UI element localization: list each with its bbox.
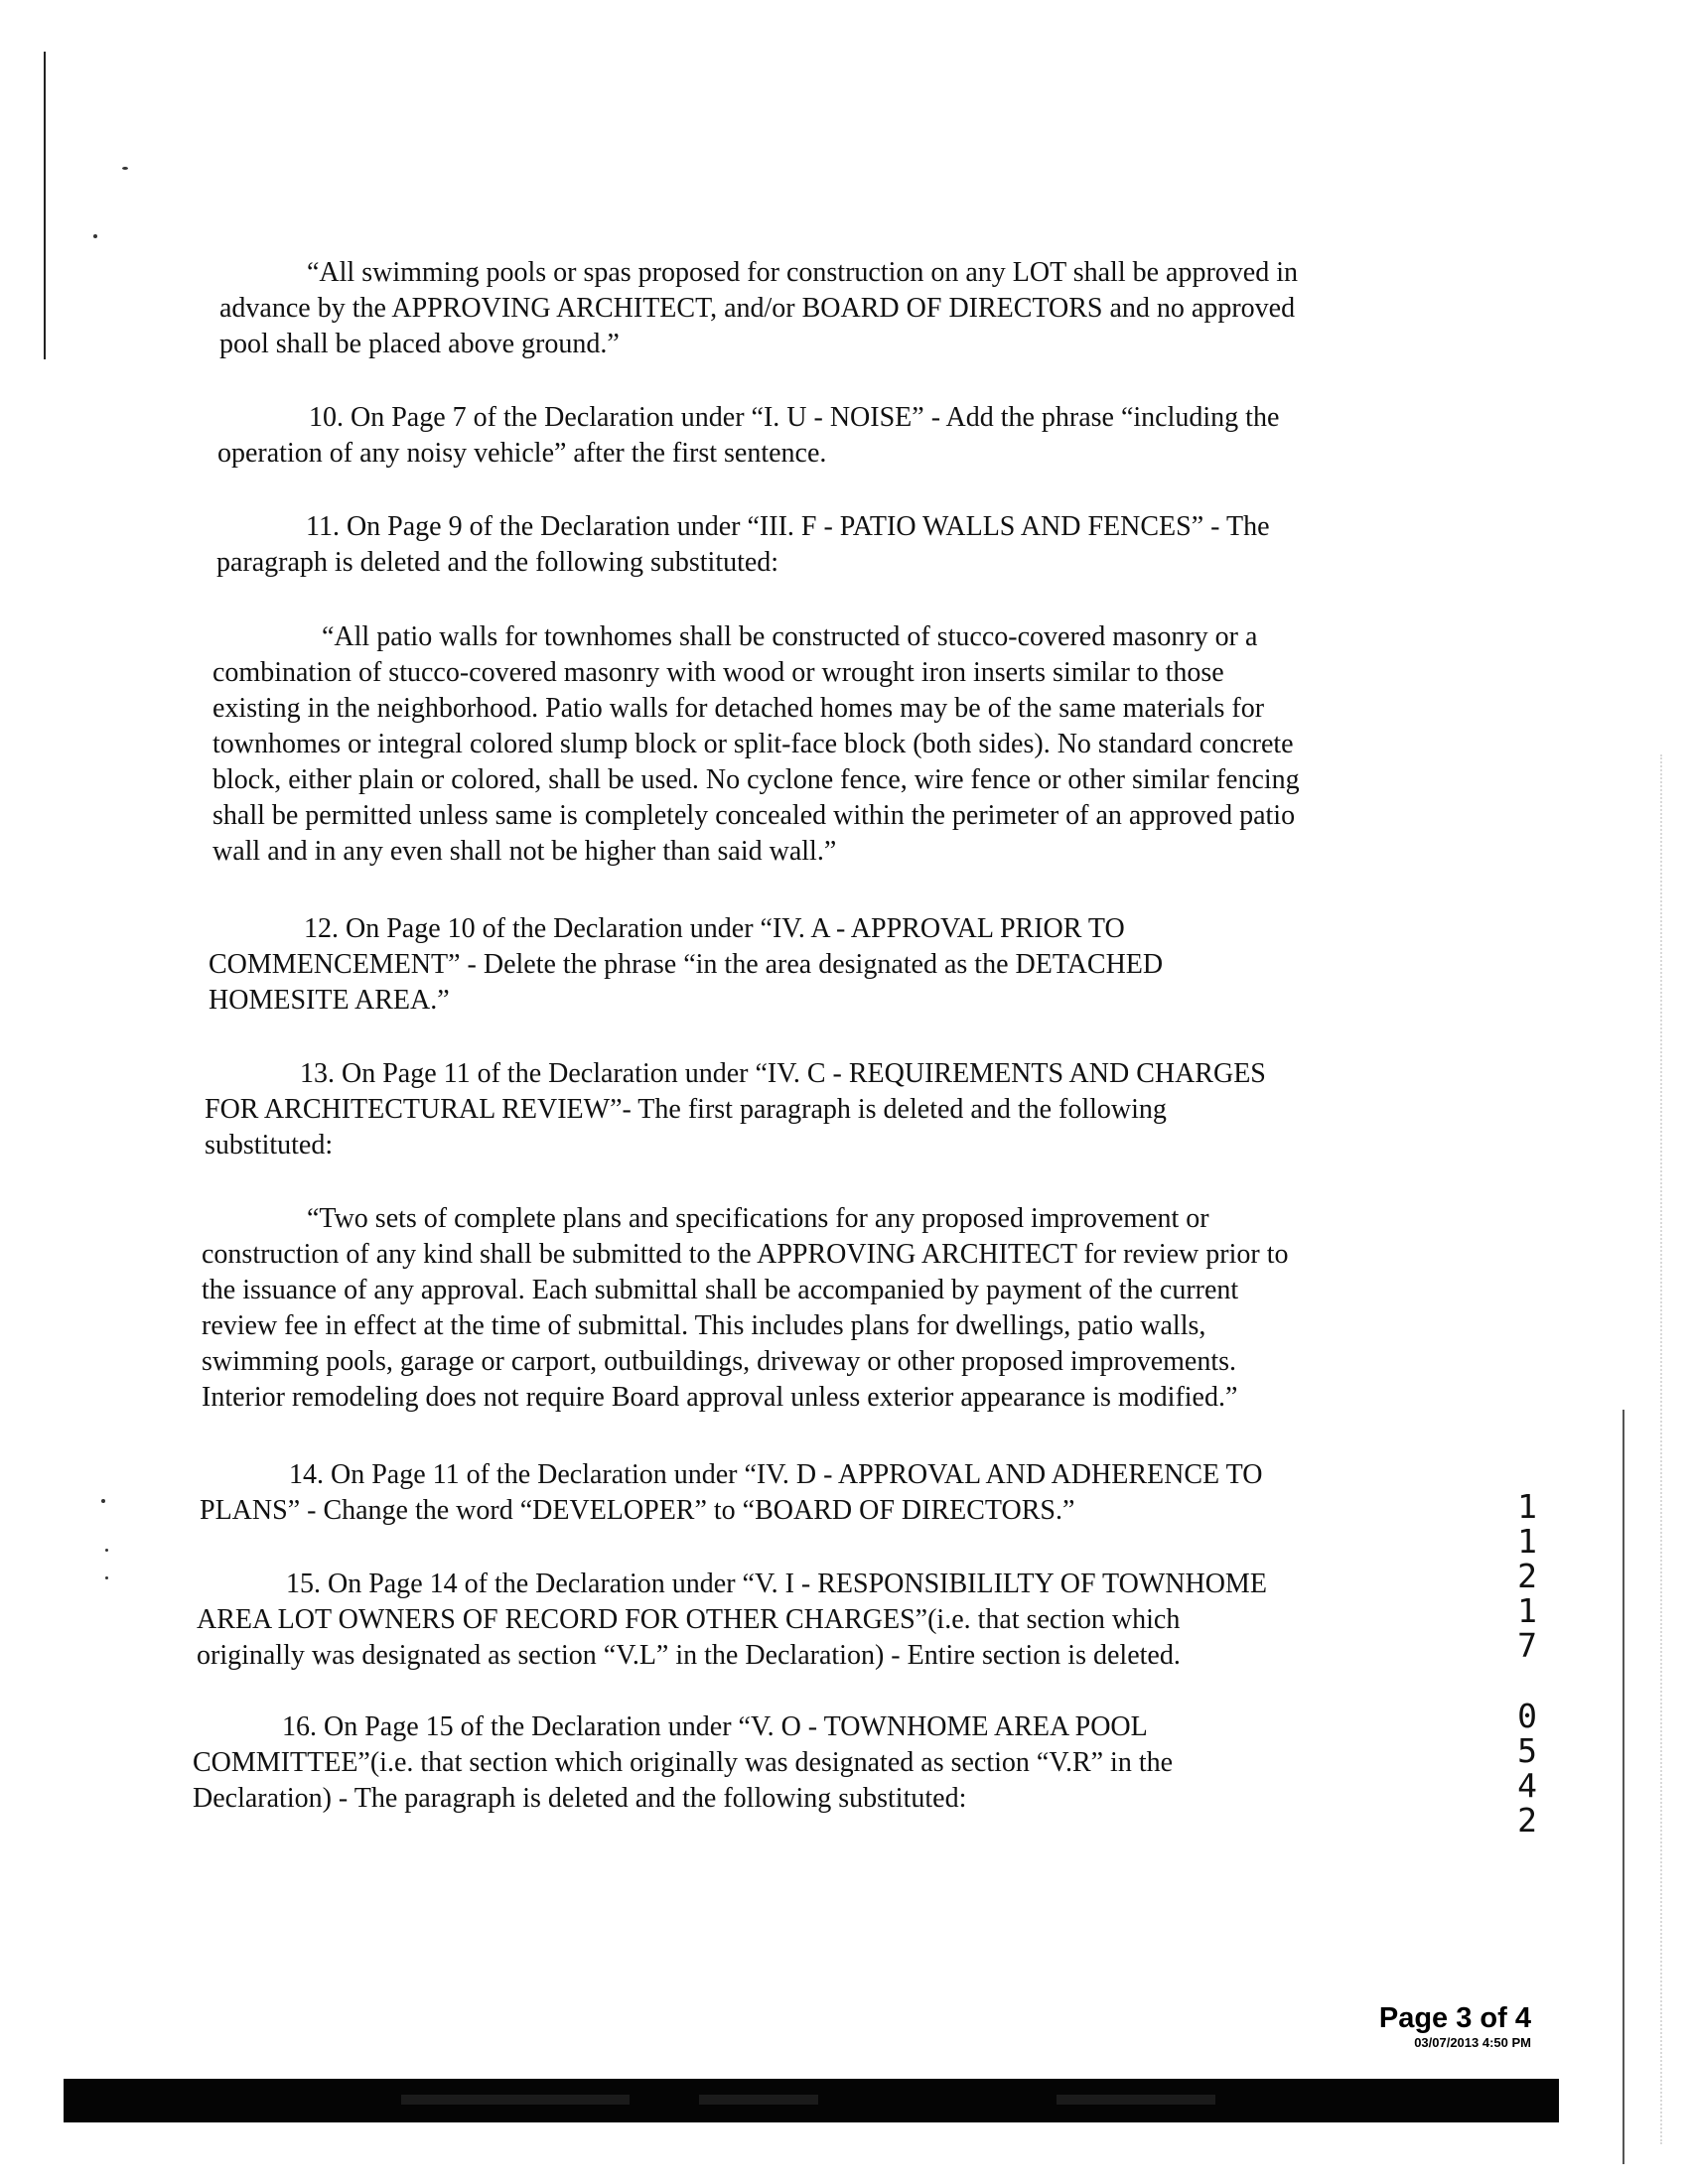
- review-quote-paragraph: “Two sets of complete plans and specifications for any proposed improvement or construction of any kind shall be submitted to the APPROVING ARCHITECT for review prior to the issuance of any approval. Each submittal shall be accompanied by payment of the current review fee in effect at the time of submittal. This includes plans for dwellings, patio walls, swimming pools, garage or carport, outbuildings, driveway or other proposed improvements. Interior remodeling does not require Board approval unless exterior appearance is modified.”: [202, 1203, 1289, 1413]
- print-timestamp: 03/07/2013 4:50 PM: [1414, 2035, 1531, 2050]
- recording-digit: 1: [1517, 1591, 1537, 1630]
- item-12-paragraph: 12. On Page 10 of the Declaration under “IV. A - APPROVAL PRIOR TO COMMENCEMENT” - Delete the phrase “in the area designated as the DETACHED HOMESITE AREA.”: [209, 913, 1164, 1016]
- scan-noise: [1057, 2095, 1215, 2105]
- item-15-paragraph: 15. On Page 14 of the Declaration under “V. I - RESPONSIBILILTY OF TOWNHOME AREA LOT OWNERS OF RECORD FOR OTHER CHARGES”(i.e. that section which originally was designated as section “V.L” in the Declaration) - Entire section is deleted.: [197, 1569, 1267, 1671]
- scan-margin-line: [44, 52, 46, 359]
- scan-speck: [105, 1549, 108, 1552]
- scan-speck: [122, 167, 128, 170]
- recording-digit: 2: [1517, 1557, 1537, 1595]
- patio-quote-paragraph: “All patio walls for townhomes shall be constructed of stucco-covered masonry or a combination of stucco-covered masonry with wood or wrought iron inserts similar to those existing in the neighborhood. Patio walls for detached homes may be of the same materials for townhomes or integral colored slump block or split-face block (both sides). No standard concrete block, either plain or colored, shall be used. No cyclone fence, wire fence or other similar fencing shall be permitted unless same is completely concealed within the perimeter of an approved patio wall and in any even shall not be higher than said wall.”: [212, 621, 1300, 867]
- item-10-paragraph: 10. On Page 7 of the Declaration under “I. U - NOISE” - Add the phrase “including the operation of any noisy vehicle” after the first sentence.: [217, 402, 1280, 469]
- recording-digit: 2: [1517, 1801, 1537, 1840]
- scan-footer-bar: [64, 2079, 1559, 2122]
- scan-speck: [101, 1499, 105, 1503]
- scan-noise: [401, 2095, 630, 2105]
- recording-digit: 1: [1517, 1522, 1537, 1561]
- scan-right-border: [1622, 1410, 1624, 2164]
- scan-right-edge: [1660, 754, 1664, 2144]
- page-number-label: Page 3 of 4: [1378, 2002, 1531, 2034]
- recording-digit: 0: [1517, 1697, 1537, 1735]
- recording-digit: 1: [1517, 1487, 1537, 1526]
- item-16-paragraph: 16. On Page 15 of the Declaration under “V. O - TOWNHOME AREA POOL COMMITTEE”(i.e. that section which originally was designated as section “V.R” in the Declaration) - The paragraph is deleted and the following substituted:: [193, 1711, 1174, 1814]
- item-14-paragraph: 14. On Page 11 of the Declaration under “IV. D - APPROVAL AND ADHERENCE TO PLANS” - Change the word “DEVELOPER” to “BOARD OF DIRECTORS.”: [200, 1459, 1263, 1526]
- recording-digit: 4: [1517, 1766, 1537, 1805]
- item-11-paragraph: 11. On Page 9 of the Declaration under “III. F - PATIO WALLS AND FENCES” - The paragraph is deleted and the following substituted:: [216, 511, 1270, 578]
- scan-speck: [105, 1576, 108, 1579]
- recording-digit: 7: [1517, 1626, 1537, 1665]
- recording-number: [1509, 1489, 1545, 1838]
- recording-gap: [1509, 1663, 1545, 1699]
- scan-speck: [93, 234, 97, 238]
- scan-noise: [699, 2095, 818, 2105]
- pool-quote-paragraph: “All swimming pools or spas proposed for construction on any LOT shall be approved in advance by the APPROVING ARCHITECT, and/or BOARD OF DIRECTORS and no approved pool shall be placed above ground.”: [219, 257, 1298, 359]
- item-13-paragraph: 13. On Page 11 of the Declaration under “IV. C - REQUIREMENTS AND CHARGES FOR ARCHITECTURAL REVIEW”- The first paragraph is deleted and the following substituted:: [205, 1058, 1266, 1160]
- recording-digit: 5: [1517, 1731, 1537, 1770]
